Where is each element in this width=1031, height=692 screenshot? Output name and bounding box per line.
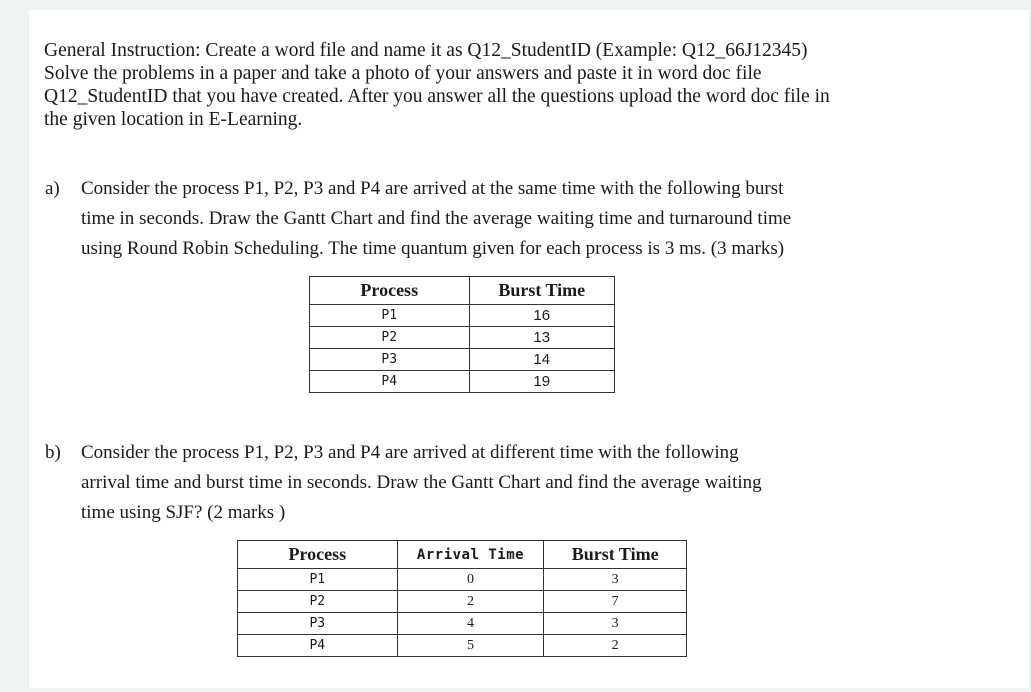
- process-cell: P4: [238, 635, 398, 657]
- process-cell: P1: [310, 305, 470, 327]
- process-cell: P2: [238, 591, 398, 613]
- table-row: [310, 305, 615, 327]
- question-a: [45, 174, 1005, 264]
- process-cell: P4: [310, 371, 470, 393]
- arrival-burst-table: [237, 540, 687, 657]
- process-cell: P1: [238, 569, 398, 591]
- column-header-arrival-time: Arrival Time: [397, 541, 544, 569]
- process-cell: P3: [238, 613, 398, 635]
- question-a-text: [81, 174, 1005, 264]
- instruction-line: Solve the problems in a paper and take a photo of your answers and paste it in word doc file: [44, 63, 762, 84]
- question-a-line: using Round Robin Scheduling. The time quantum given for each process is 3 ms. (3 marks): [81, 238, 785, 259]
- document-page: [29, 10, 1029, 688]
- process-cell: P2: [310, 327, 470, 349]
- question-b-marker: b): [45, 442, 61, 463]
- question-a-line: Consider the process P1, P2, P3 and P4 are arrived at the same time with the following burst: [81, 178, 784, 199]
- burst-time-cell: 3: [544, 613, 687, 635]
- process-cell: P3: [310, 349, 470, 371]
- table-row: [310, 327, 615, 349]
- column-header-burst-time: Burst Time: [544, 541, 687, 569]
- table-row: [310, 371, 615, 393]
- table-row: [238, 591, 687, 613]
- arrival-time-cell: 5: [397, 635, 544, 657]
- question-b-line: Consider the process P1, P2, P3 and P4 are arrived at different time with the following: [81, 442, 739, 463]
- table-row: [310, 349, 615, 371]
- question-b-text: [81, 438, 1005, 528]
- column-header-process: Process: [310, 277, 470, 305]
- burst-time-cell: 19: [469, 371, 615, 393]
- general-instruction: [44, 39, 1019, 131]
- question-a-line: time in seconds. Draw the Gantt Chart and find the average waiting time and turnaround time: [81, 208, 792, 229]
- table-row: [238, 613, 687, 635]
- burst-time-cell: 7: [544, 591, 687, 613]
- question-b: [45, 438, 1005, 528]
- instruction-line: the given location in E-Learning.: [44, 109, 303, 130]
- table-header-row: [310, 277, 615, 305]
- arrival-time-cell: 0: [397, 569, 544, 591]
- burst-time-cell: 16: [469, 305, 615, 327]
- arrival-time-cell: 4: [397, 613, 544, 635]
- burst-time-cell: 2: [544, 635, 687, 657]
- question-b-line: arrival time and burst time in seconds. Draw the Gantt Chart and find the average waiting: [81, 472, 762, 493]
- question-b-line: time using SJF? (2 marks ): [81, 502, 286, 523]
- instruction-line: General Instruction: Create a word file and name it as Q12_StudentID (Example: Q12_66J12345): [44, 40, 808, 61]
- table-row: [238, 635, 687, 657]
- table-row: [238, 569, 687, 591]
- burst-time-table: [309, 276, 615, 393]
- column-header-burst-time: Burst Time: [469, 277, 615, 305]
- question-a-marker: a): [45, 178, 60, 199]
- burst-time-cell: 14: [469, 349, 615, 371]
- table-header-row: [238, 541, 687, 569]
- arrival-time-cell: 2: [397, 591, 544, 613]
- burst-time-cell: 13: [469, 327, 615, 349]
- instruction-line: Q12_StudentID that you have created. After you answer all the questions upload the word doc file in: [44, 86, 830, 107]
- column-header-process: Process: [238, 541, 398, 569]
- burst-time-cell: 3: [544, 569, 687, 591]
